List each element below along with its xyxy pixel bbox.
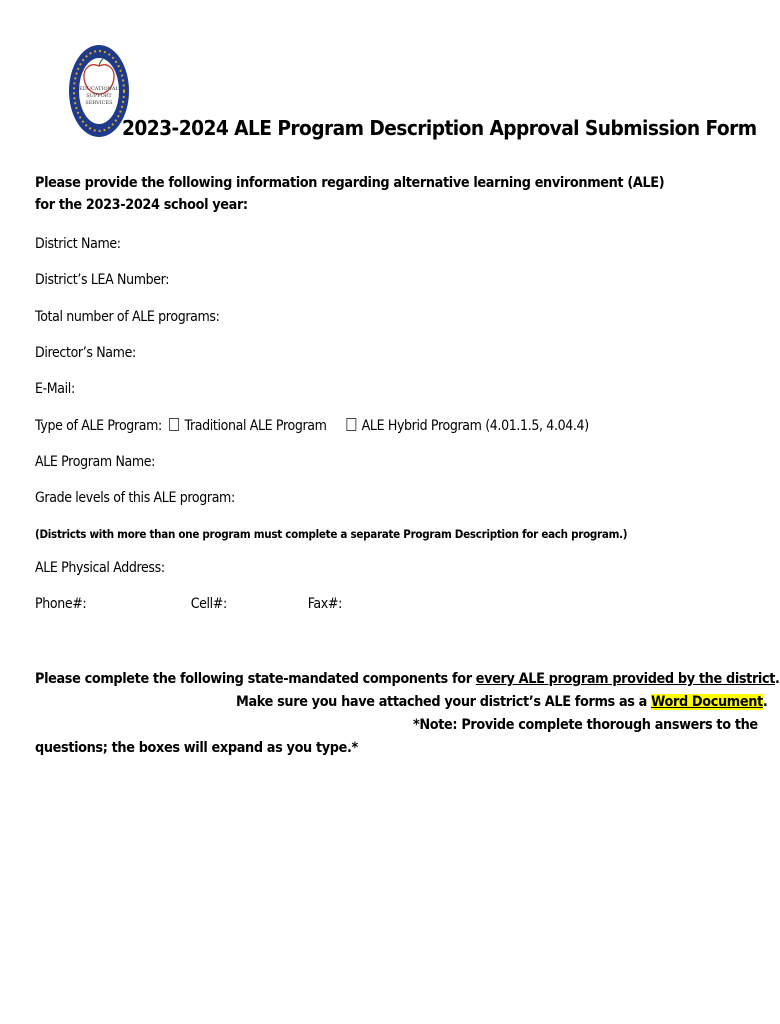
instructions-line-3: *Note: Provide complete thorough answers to the (413, 717, 758, 733)
seal-text-line-2: SUPPORT (86, 93, 112, 99)
director-name-field[interactable]: Director’s Name: (35, 345, 136, 361)
page-title: 2023-2024 ALE Program Description Approval Submission Form (122, 116, 757, 140)
intro-instructions: Please provide the following information regarding alternative learning environment (ALE) for the 2023-2024 school year: (35, 175, 665, 213)
hybrid-ale-checkbox[interactable] (346, 418, 356, 431)
multi-program-note: (Districts with more than one program must complete a separate Program Description for each program.) (35, 527, 628, 541)
instructions-line-2: Make sure you have attached your district’s ALE forms as a Word Document. (236, 694, 768, 710)
email-field[interactable]: E-Mail: (35, 381, 75, 397)
traditional-ale-label: Traditional ALE Program (184, 418, 327, 434)
seal-text-line-1: EDUCATIONAL (79, 86, 119, 92)
program-type-label: Type of ALE Program: (35, 418, 162, 434)
grade-levels-field[interactable]: Grade levels of this ALE program: (35, 490, 235, 506)
fax-field[interactable]: Fax#: (307, 596, 342, 612)
traditional-ale-checkbox[interactable] (169, 418, 179, 431)
cell-field[interactable]: Cell#: (190, 596, 227, 612)
instructions-line-1: Please complete the following state-mandated components for every ALE program provided by the district. (35, 671, 780, 687)
program-type-row (35, 418, 589, 434)
program-name-field[interactable]: ALE Program Name: (35, 454, 156, 470)
educational-support-services-seal (68, 44, 130, 138)
seal-text-line-3: SERVICES (85, 100, 113, 106)
contact-numbers-row (35, 596, 395, 616)
word-document-highlight: Word Document (651, 694, 763, 710)
phone-field[interactable]: Phone#: (35, 596, 87, 612)
instructions-line-4: questions; the boxes will expand as you type.* (35, 740, 358, 756)
lea-number-field[interactable]: District’s LEA Number: (35, 272, 170, 288)
total-programs-field[interactable]: Total number of ALE programs: (35, 309, 220, 325)
every-program-emphasis: every ALE program provided by the district (475, 671, 776, 687)
physical-address-field[interactable]: ALE Physical Address: (35, 560, 165, 576)
district-name-field[interactable]: District Name: (35, 236, 121, 252)
hybrid-ale-label: ALE Hybrid Program (4.01.1.5, 4.04.4) (361, 418, 589, 434)
